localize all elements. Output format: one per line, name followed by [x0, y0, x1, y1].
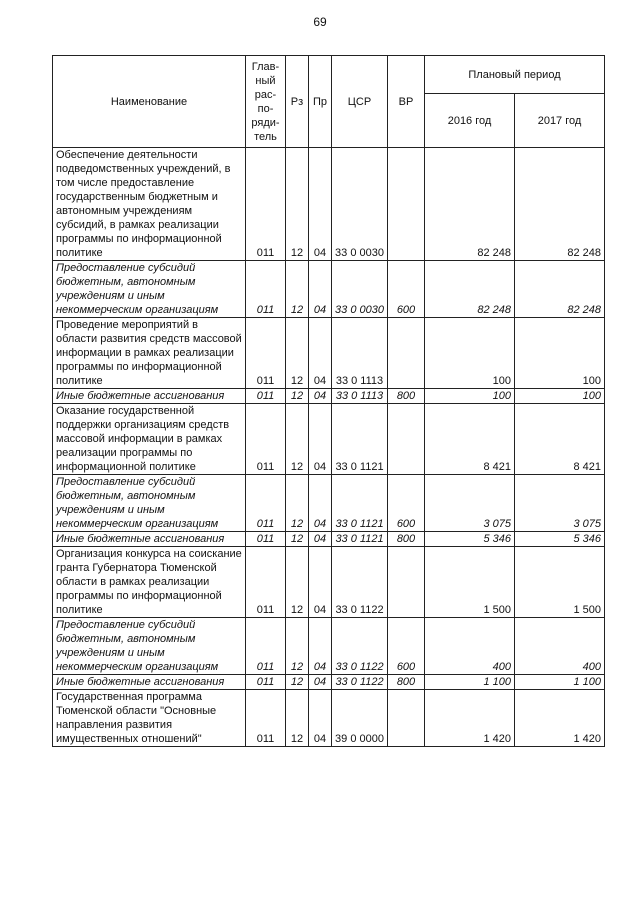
header-rz: Рз [286, 56, 309, 148]
row-main-manager: 011 [246, 690, 286, 747]
row-name: Иные бюджетные ассигнования [53, 389, 246, 404]
row-amount-2017: 3 075 [515, 475, 605, 532]
header-year-2016: 2016 год [425, 94, 515, 148]
row-rz: 12 [286, 690, 309, 747]
header-vr: ВР [388, 56, 425, 148]
row-rz: 12 [286, 318, 309, 389]
row-pr: 04 [309, 532, 332, 547]
row-vr: 600 [388, 618, 425, 675]
row-vr: 800 [388, 675, 425, 690]
row-vr [388, 547, 425, 618]
row-name: Организация конкурса на соискание гранта Губернатора Тюменской области в рамках реализации программы по информационной политике [53, 547, 246, 618]
row-rz: 12 [286, 148, 309, 261]
row-amount-2017: 8 421 [515, 404, 605, 475]
row-pr: 04 [309, 261, 332, 318]
row-main-manager: 011 [246, 475, 286, 532]
header-year-2017: 2017 год [515, 94, 605, 148]
table-row [53, 532, 605, 547]
row-main-manager: 011 [246, 261, 286, 318]
row-csr: 39 0 0000 [332, 690, 388, 747]
table-row [53, 318, 605, 389]
row-name: Государственная программа Тюменской области "Основные направления развития имущественных отношений" [53, 690, 246, 747]
row-rz: 12 [286, 675, 309, 690]
row-rz: 12 [286, 404, 309, 475]
header-main-manager: Глав- ный рас- по- ряди- тель [246, 56, 286, 148]
table-row [53, 404, 605, 475]
row-main-manager: 011 [246, 318, 286, 389]
row-vr [388, 148, 425, 261]
row-amount-2017: 400 [515, 618, 605, 675]
row-vr [388, 404, 425, 475]
row-amount-2017: 82 248 [515, 148, 605, 261]
row-amount-2016: 1 500 [425, 547, 515, 618]
table-row [53, 475, 605, 532]
row-main-manager: 011 [246, 547, 286, 618]
row-name: Предоставление субсидий бюджетным, автономным учреждениям и иным некоммерческим организациям [53, 475, 246, 532]
row-amount-2016: 3 075 [425, 475, 515, 532]
row-amount-2016: 100 [425, 318, 515, 389]
row-pr: 04 [309, 690, 332, 747]
header-csr: ЦСР [332, 56, 388, 148]
row-vr: 800 [388, 389, 425, 404]
table-row [53, 389, 605, 404]
table-row [53, 148, 605, 261]
row-pr: 04 [309, 404, 332, 475]
row-pr: 04 [309, 318, 332, 389]
row-rz: 12 [286, 261, 309, 318]
row-csr: 33 0 1113 [332, 389, 388, 404]
table-row [53, 690, 605, 747]
row-amount-2017: 100 [515, 389, 605, 404]
row-csr: 33 0 0030 [332, 261, 388, 318]
row-pr: 04 [309, 148, 332, 261]
table-row [53, 547, 605, 618]
table-row [53, 675, 605, 690]
row-vr [388, 690, 425, 747]
row-csr: 33 0 1121 [332, 404, 388, 475]
row-name: Оказание государственной поддержки организациям средств массовой информации в рамках реализации программы по информационной политике [53, 404, 246, 475]
row-pr: 04 [309, 475, 332, 532]
row-amount-2017: 82 248 [515, 261, 605, 318]
row-vr: 600 [388, 261, 425, 318]
header-name: Наименование [53, 56, 246, 148]
row-csr: 33 0 1113 [332, 318, 388, 389]
row-main-manager: 011 [246, 389, 286, 404]
table-row [53, 618, 605, 675]
row-csr: 33 0 0030 [332, 148, 388, 261]
table-body [53, 148, 605, 747]
row-main-manager: 011 [246, 148, 286, 261]
row-amount-2017: 1 100 [515, 675, 605, 690]
row-vr [388, 318, 425, 389]
row-amount-2016: 82 248 [425, 148, 515, 261]
row-amount-2017: 1 420 [515, 690, 605, 747]
row-amount-2017: 100 [515, 318, 605, 389]
row-amount-2016: 1 420 [425, 690, 515, 747]
row-main-manager: 011 [246, 532, 286, 547]
header-planned-period: Плановый период [425, 56, 605, 94]
row-pr: 04 [309, 389, 332, 404]
page-number: 69 [313, 15, 327, 29]
row-name: Предоставление субсидий бюджетным, автономным учреждениям и иным некоммерческим организациям [53, 261, 246, 318]
row-vr: 800 [388, 532, 425, 547]
row-pr: 04 [309, 675, 332, 690]
row-csr: 33 0 1121 [332, 475, 388, 532]
row-name: Иные бюджетные ассигнования [53, 675, 246, 690]
row-amount-2017: 5 346 [515, 532, 605, 547]
row-csr: 33 0 1122 [332, 675, 388, 690]
row-name: Иные бюджетные ассигнования [53, 532, 246, 547]
row-rz: 12 [286, 389, 309, 404]
row-pr: 04 [309, 547, 332, 618]
row-name: Предоставление субсидий бюджетным, автономным учреждениям и иным некоммерческим организациям [53, 618, 246, 675]
row-main-manager: 011 [246, 675, 286, 690]
row-csr: 33 0 1121 [332, 532, 388, 547]
row-amount-2016: 1 100 [425, 675, 515, 690]
row-main-manager: 011 [246, 618, 286, 675]
row-name: Обеспечение деятельности подведомственных учреждений, в том числе предоставление государственным бюджетным и автономным учреждениям субсидий, в рамках реализации программы по информационной политике [53, 148, 246, 261]
row-main-manager: 011 [246, 404, 286, 475]
row-vr: 600 [388, 475, 425, 532]
row-rz: 12 [286, 547, 309, 618]
row-pr: 04 [309, 618, 332, 675]
row-amount-2016: 5 346 [425, 532, 515, 547]
header-pr: Пр [309, 56, 332, 148]
row-amount-2016: 8 421 [425, 404, 515, 475]
row-rz: 12 [286, 618, 309, 675]
row-amount-2017: 1 500 [515, 547, 605, 618]
row-csr: 33 0 1122 [332, 618, 388, 675]
row-amount-2016: 100 [425, 389, 515, 404]
row-rz: 12 [286, 532, 309, 547]
budget-table [52, 55, 605, 747]
row-csr: 33 0 1122 [332, 547, 388, 618]
row-amount-2016: 82 248 [425, 261, 515, 318]
row-name: Проведение мероприятий в области развития средств массовой информации в рамках реализации программы по информационной политике [53, 318, 246, 389]
row-rz: 12 [286, 475, 309, 532]
table-row [53, 261, 605, 318]
row-amount-2016: 400 [425, 618, 515, 675]
